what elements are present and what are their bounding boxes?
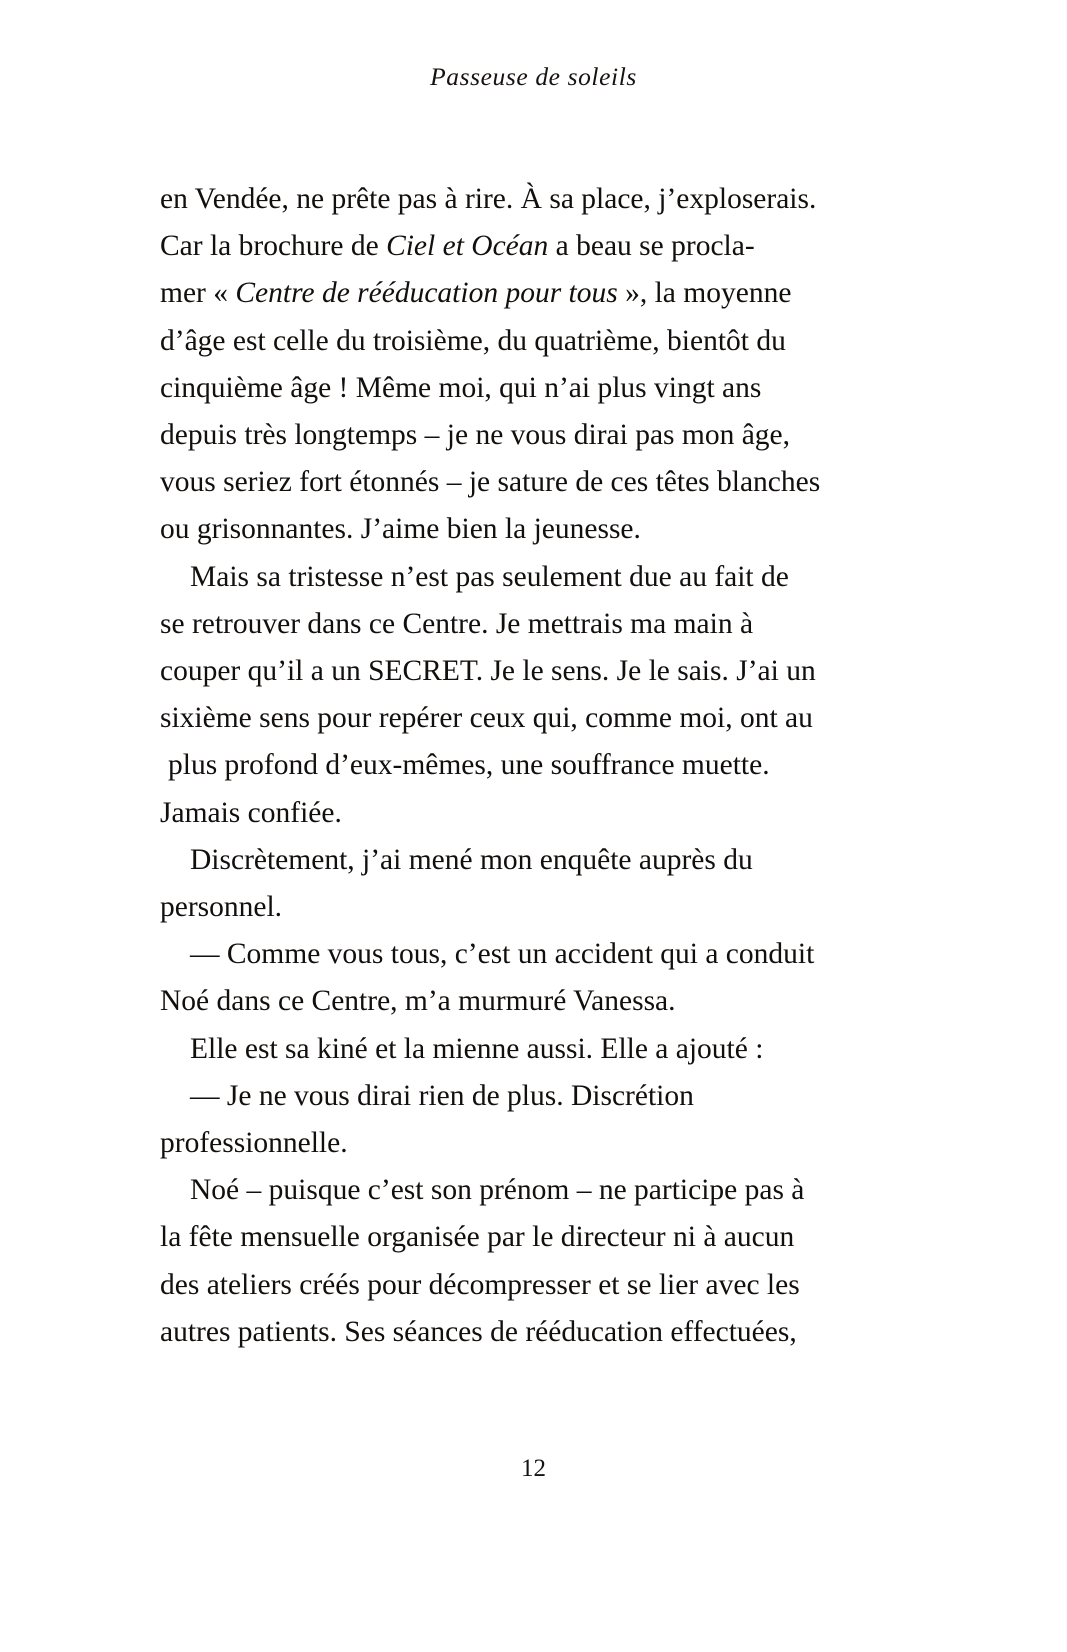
- text-line: [160, 601, 848, 648]
- text-run: se retrouver dans ce Centre. Je mettrais ma main à: [160, 607, 754, 640]
- text-run: Noé dans ce Centre, m’a murmuré Vanessa.: [160, 985, 676, 1018]
- text-line: [160, 176, 848, 223]
- text-run: sixième sens pour repérer ceux qui, comme moi, ont au: [160, 702, 813, 735]
- text-line: [160, 459, 848, 506]
- text-run: personnel.: [160, 891, 283, 924]
- text-run: professionnelle.: [160, 1127, 348, 1160]
- text-line: [160, 1167, 848, 1214]
- text-run: Elle est sa kiné et la mienne aussi. Elle a ajouté :: [190, 1032, 764, 1065]
- text-line: [160, 837, 848, 884]
- text-line: [160, 223, 848, 270]
- text-run: plus profond d’eux-mêmes, une souffrance muette.: [168, 749, 770, 782]
- page-number: 12: [521, 1455, 546, 1482]
- text-line: [160, 931, 848, 978]
- italic-phrase: Ciel et Océan: [386, 230, 549, 263]
- text-line: [160, 1309, 848, 1356]
- text-line: [160, 506, 848, 553]
- body-text-block: [160, 176, 848, 1356]
- running-head: Passeuse de soleils: [430, 62, 637, 91]
- text-run: mer «: [160, 277, 236, 310]
- text-line: [160, 1214, 848, 1261]
- italic-phrase: Centre de rééducation pour tous: [235, 277, 618, 310]
- text-run: d’âge est celle du troisième, du quatrième, bientôt du: [160, 324, 786, 357]
- text-line: [160, 1120, 848, 1167]
- paragraph: [160, 1167, 848, 1356]
- text-run: autres patients. Ses séances de rééducation effectuées,: [160, 1315, 797, 1348]
- text-line: [160, 978, 848, 1025]
- text-run: — Je ne vous dirai rien de plus. Discrétion: [190, 1079, 694, 1112]
- text-run: cinquième âge ! Même moi, qui n’ai plus vingt ans: [160, 371, 762, 404]
- text-run: Jamais confiée.: [160, 796, 342, 829]
- text-run: Discrètement, j’ai mené mon enquête auprès du: [190, 843, 753, 876]
- text-run: — Comme vous tous, c’est un accident qui a conduit: [190, 938, 815, 971]
- text-run: a beau se procla-: [548, 230, 755, 263]
- text-line: [160, 742, 848, 789]
- paragraph: [160, 837, 848, 931]
- text-line: [160, 884, 848, 931]
- text-run: couper qu’il a un SECRET. Je le sens. Je le sais. J’ai un: [160, 655, 816, 688]
- paragraph: [160, 931, 848, 1025]
- text-line: [160, 365, 848, 412]
- text-run: des ateliers créés pour décompresser et se lier avec les: [160, 1268, 800, 1301]
- text-line: [160, 554, 848, 601]
- text-line: [160, 318, 848, 365]
- paragraph: [160, 176, 848, 554]
- text-run: Mais sa tristesse n’est pas seulement due au fait de: [190, 560, 789, 593]
- paragraph: [160, 1073, 848, 1167]
- text-line: [160, 1262, 848, 1309]
- text-run: ou grisonnantes. J’aime bien la jeunesse.: [160, 513, 641, 546]
- text-run: », la moyenne: [617, 277, 792, 310]
- text-run: vous seriez fort étonnés – je sature de ces têtes blanches: [160, 466, 821, 499]
- text-line: [160, 695, 848, 742]
- paragraph: [160, 1026, 848, 1073]
- text-line: [160, 790, 848, 837]
- text-line: [160, 270, 848, 317]
- text-run: Car la brochure de: [160, 230, 387, 263]
- text-line: [160, 1073, 848, 1120]
- text-run: la fête mensuelle organisée par le directeur ni à aucun: [160, 1221, 795, 1254]
- text-run: Noé – puisque c’est son prénom – ne participe pas à: [190, 1174, 805, 1207]
- text-run: depuis très longtemps – je ne vous dirai pas mon âge,: [160, 419, 791, 452]
- text-line: [160, 412, 848, 459]
- paragraph: [160, 554, 848, 837]
- text-run: en Vendée, ne prête pas à rire. À sa place, j’exploserais.: [160, 183, 817, 215]
- text-line: [160, 648, 848, 695]
- text-line: [160, 1026, 848, 1073]
